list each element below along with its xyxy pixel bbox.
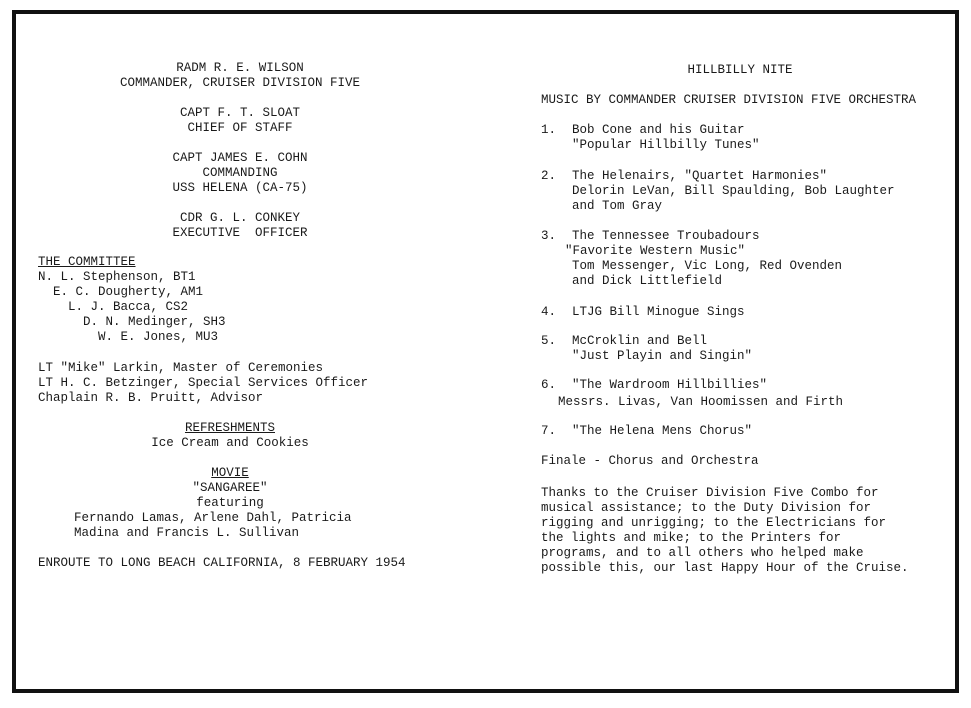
cast-line: Madina and Francis L. Sullivan	[74, 526, 300, 540]
act-line: LTJG Bill Minogue Sings	[572, 305, 745, 319]
co-title: COMMANDING	[202, 166, 278, 180]
staff-line: LT H. C. Betzinger, Special Services Officer	[38, 376, 369, 390]
act-number: 2.	[541, 169, 557, 183]
committee-member: W. E. Jones, MU3	[98, 330, 219, 344]
act-number: 1.	[541, 123, 557, 137]
staff-line: LT "Mike" Larkin, Master of Ceremonies	[38, 361, 324, 375]
co-ship: USS HELENA (CA-75)	[172, 181, 308, 195]
committee-member: D. N. Medinger, SH3	[83, 315, 226, 329]
act-line: "The Wardroom Hillbillies"	[572, 378, 768, 392]
act-number: 3.	[541, 229, 557, 243]
movie-heading: MOVIE	[211, 466, 249, 480]
commander-title: COMMANDER, CRUISER DIVISION FIVE	[119, 76, 361, 90]
program-subtitle: MUSIC BY COMMANDER CRUISER DIVISION FIVE ORCHESTRA	[541, 93, 917, 107]
act-line: McCroklin and Bell	[572, 334, 708, 348]
act-line: Bob Cone and his Guitar	[572, 123, 745, 137]
refreshments-text: Ice Cream and Cookies	[151, 436, 309, 450]
featuring-label: featuring	[196, 496, 264, 510]
xo-name: CDR G. L. CONKEY	[179, 211, 301, 225]
finale-line: Finale - Chorus and Orchestra	[541, 454, 759, 468]
co-name: CAPT JAMES E. COHN	[172, 151, 308, 165]
committee-member: L. J. Bacca, CS2	[68, 300, 189, 314]
chief-name: CAPT F. T. SLOAT	[179, 106, 301, 120]
staff-line: Chaplain R. B. Pruitt, Advisor	[38, 391, 264, 405]
act-line: "The Helena Mens Chorus"	[572, 424, 753, 438]
act-line: Tom Messenger, Vic Long, Red Ovenden	[572, 259, 843, 273]
movie-title: "SANGAREE"	[192, 481, 268, 495]
thanks-line: programs, and to all others who helped make	[541, 546, 864, 560]
act-line: The Helenairs, "Quartet Harmonies"	[572, 169, 828, 183]
enroute-line: ENROUTE TO LONG BEACH CALIFORNIA, 8 FEBRUARY 1954	[38, 556, 406, 570]
program-title: HILLBILLY NITE	[687, 63, 793, 77]
committee-member: E. C. Dougherty, AM1	[53, 285, 204, 299]
act-line: "Favorite Western Music"	[565, 244, 746, 258]
act-line: Messrs. Livas, Van Hoomissen and Firth	[558, 395, 844, 409]
act-number: 6.	[541, 378, 557, 392]
thanks-line: the lights and mike; to the Printers for	[541, 531, 842, 545]
thanks-line: possible this, our last Happy Hour of the Cruise.	[541, 561, 909, 575]
thanks-line: rigging and unrigging; to the Electricians for	[541, 516, 887, 530]
thanks-line: musical assistance; to the Duty Division for	[541, 501, 872, 515]
thanks-line: Thanks to the Cruiser Division Five Combo for	[541, 486, 879, 500]
act-line: The Tennessee Troubadours	[572, 229, 760, 243]
act-number: 4.	[541, 305, 557, 319]
committee-member: N. L. Stephenson, BT1	[38, 270, 196, 284]
commander-name: RADM R. E. WILSON	[176, 61, 304, 75]
cast-line: Fernando Lamas, Arlene Dahl, Patricia	[74, 511, 352, 525]
act-line: and Tom Gray	[572, 199, 663, 213]
act-number: 5.	[541, 334, 557, 348]
refreshments-heading: REFRESHMENTS	[184, 421, 275, 435]
committee-heading: THE COMMITTEE	[38, 255, 136, 269]
chief-title: CHIEF OF STAFF	[187, 121, 293, 135]
act-number: 7.	[541, 424, 557, 438]
act-line: "Just Playin and Singin"	[572, 349, 753, 363]
act-line: "Popular Hillbilly Tunes"	[572, 138, 760, 152]
act-line: Delorin LeVan, Bill Spaulding, Bob Laughter	[572, 184, 895, 198]
act-line: and Dick Littlefield	[572, 274, 723, 288]
xo-title: EXECUTIVE OFFICER	[172, 226, 308, 240]
